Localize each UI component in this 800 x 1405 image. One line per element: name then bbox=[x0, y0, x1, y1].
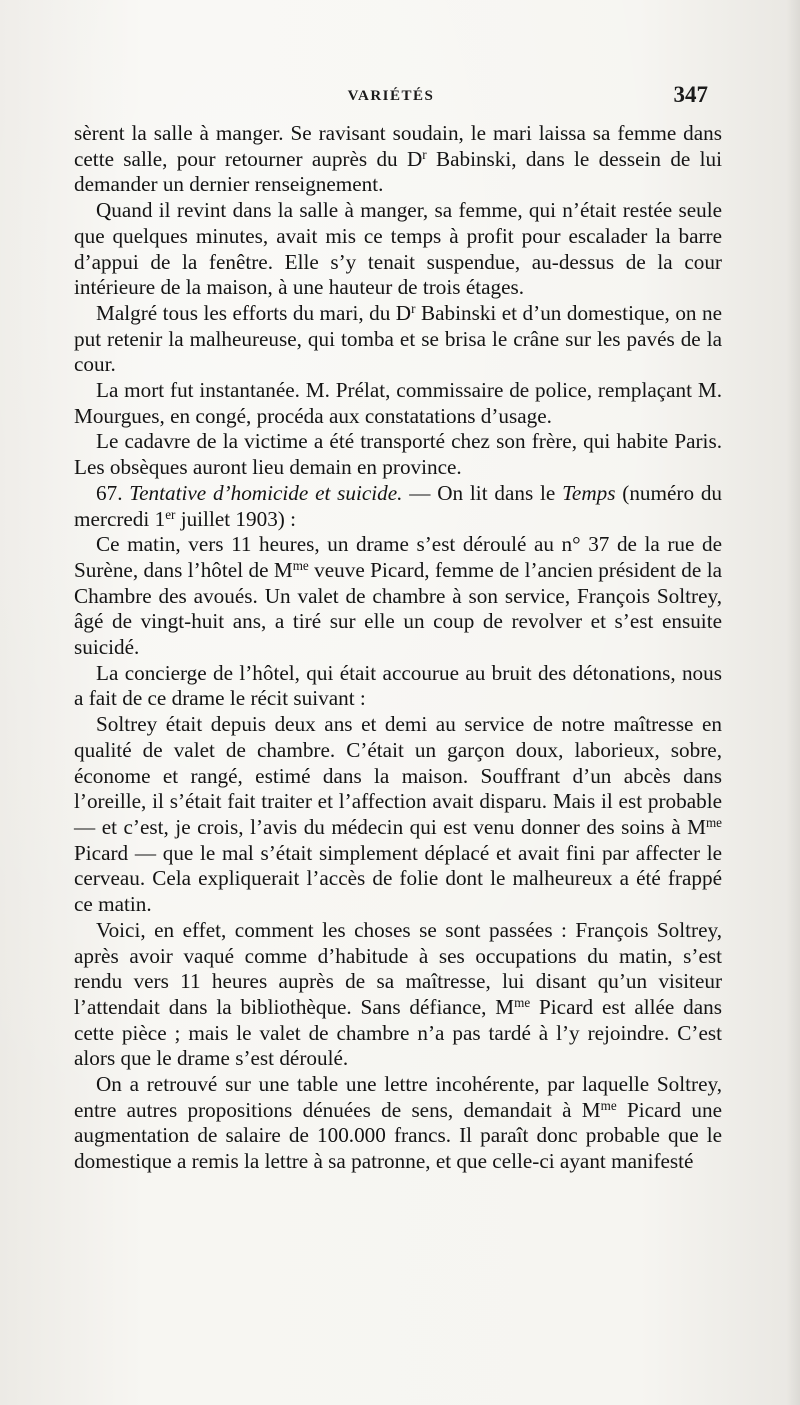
text-run: Babinski et d’un domestique, on ne put retenir la malheureuse, qui tomba et se brisa le crâne sur les pavés de la cour. bbox=[74, 300, 722, 377]
text-run: Babinski, dans le dessein de lui demander un dernier renseignement. bbox=[74, 146, 722, 197]
page-number: 347 bbox=[673, 82, 708, 107]
text-run: Le cadavre de la victime a été transporté chez son frère, qui habite Paris. Les obsèques auront lieu demain en province. bbox=[74, 429, 722, 480]
text-run: Malgré tous les efforts du mari, du D bbox=[96, 300, 412, 325]
paragraph bbox=[74, 378, 722, 429]
paragraph bbox=[74, 661, 722, 712]
text-run: juillet 1903) : bbox=[175, 506, 297, 531]
superscript-text: r bbox=[411, 300, 416, 316]
text-run: sèrent la salle à manger. Se ravisant soudain, le mari laissa sa femme dans cette salle, pour retourner auprès du D bbox=[74, 121, 722, 171]
superscript-text: me bbox=[292, 557, 309, 573]
superscript-text: me bbox=[705, 814, 722, 830]
text-run: veuve Picard, femme de l’ancien président de la Chambre des avoués. Un valet de chambre à son service, François Soltrey, âgé de vingt-huit ans, a tiré sur elle un coup de revolver et s’est ensuite suicidé. bbox=[74, 557, 722, 660]
text-run: Picard est allée dans cette pièce ; mais le valet de chambre n’a pas tardé à l’y rejoindre. C’est alors que le drame s’est déroulé. bbox=[74, 994, 722, 1071]
paragraph bbox=[74, 121, 722, 198]
page-edge-shadow bbox=[786, 0, 800, 1405]
text-run: (numéro du mercredi 1 bbox=[74, 480, 723, 531]
paragraph bbox=[74, 198, 722, 301]
text-run: Picard — que le mal s’était simplement déplacé et avait fini par affecter le cerveau. Cela expliquerait l’accès de folie dont le malheureux a été frappé ce matin. bbox=[74, 840, 722, 917]
paragraph bbox=[74, 918, 722, 1072]
paragraph bbox=[74, 1072, 722, 1175]
text-run: La concierge de l’hôtel, qui était accourue au bruit des détonations, nous a fait de ce drame le récit suivant : bbox=[74, 660, 722, 711]
paragraph bbox=[74, 712, 722, 918]
paragraph bbox=[74, 429, 722, 480]
text-run: Quand il revint dans la salle à manger, sa femme, qui n’était restée seule que quelques minutes, avait mis ce temps à profit pour escalader la barre d’appui de la fenêtre. Elle s’y tenait suspendue, au-dessus de la cour intérieure de la maison, à une hauteur de trois étages. bbox=[74, 198, 722, 300]
text-run: La mort fut instantanée. M. Prélat, commissaire de police, remplaçant M. Mourgues, en congé, procéda aux constatations d’usage. bbox=[74, 378, 722, 428]
text-run: On a retrouvé sur une table une lettre incohérente, par laquelle Soltrey, entre autres propositions dénuées de sens, demandait à M bbox=[74, 1072, 722, 1122]
superscript-text: er bbox=[165, 506, 176, 522]
paragraph bbox=[74, 301, 722, 378]
text-run: Picard une augmentation de salaire de 100.000 francs. Il paraît donc probable que le domestique a remis la lettre à sa patronne, et que celle-ci ayant manifesté bbox=[74, 1097, 722, 1174]
running-head bbox=[74, 84, 708, 110]
superscript-text: me bbox=[600, 1097, 617, 1113]
paragraph bbox=[74, 481, 722, 532]
superscript-text: me bbox=[514, 994, 531, 1010]
paragraph bbox=[74, 532, 722, 661]
text-run: Soltrey était depuis deux ans et demi au service de notre maîtresse en qualité de valet de chambre. C’était un garçon doux, laborieux, sobre, économe et rangé, estimé dans la maison. Souffrant d’un abcès dans l’oreille, il s’était fait traiter et l’affection avait disparu. Mais il est probable — et c’est, je crois, l’avis du médecin qui est venu donner des soins à M bbox=[74, 712, 722, 839]
body-text bbox=[74, 121, 722, 1175]
running-title: VARIÉTÉS bbox=[347, 88, 435, 104]
text-run: — On lit dans le bbox=[402, 480, 563, 505]
superscript-text: r bbox=[422, 146, 427, 162]
italic-text: Temps bbox=[562, 480, 616, 505]
text-run: Ce matin, vers 11 heures, un drame s’est déroulé au n° 37 de la rue de Surène, dans l’hôtel de M bbox=[74, 532, 722, 582]
text-run: 67. bbox=[96, 480, 130, 505]
italic-text: Tentative d’homicide et suicide. bbox=[129, 480, 403, 505]
text-run: Voici, en effet, comment les choses se sont passées : François Soltrey, après avoir vaqué comme d’habitude à ses occupations du matin, s’est rendu vers 11 heures auprès de sa maîtresse, lui disant qu’un visiteur l’attendait dans la bibliothèque. Sans défiance, M bbox=[74, 917, 722, 1019]
